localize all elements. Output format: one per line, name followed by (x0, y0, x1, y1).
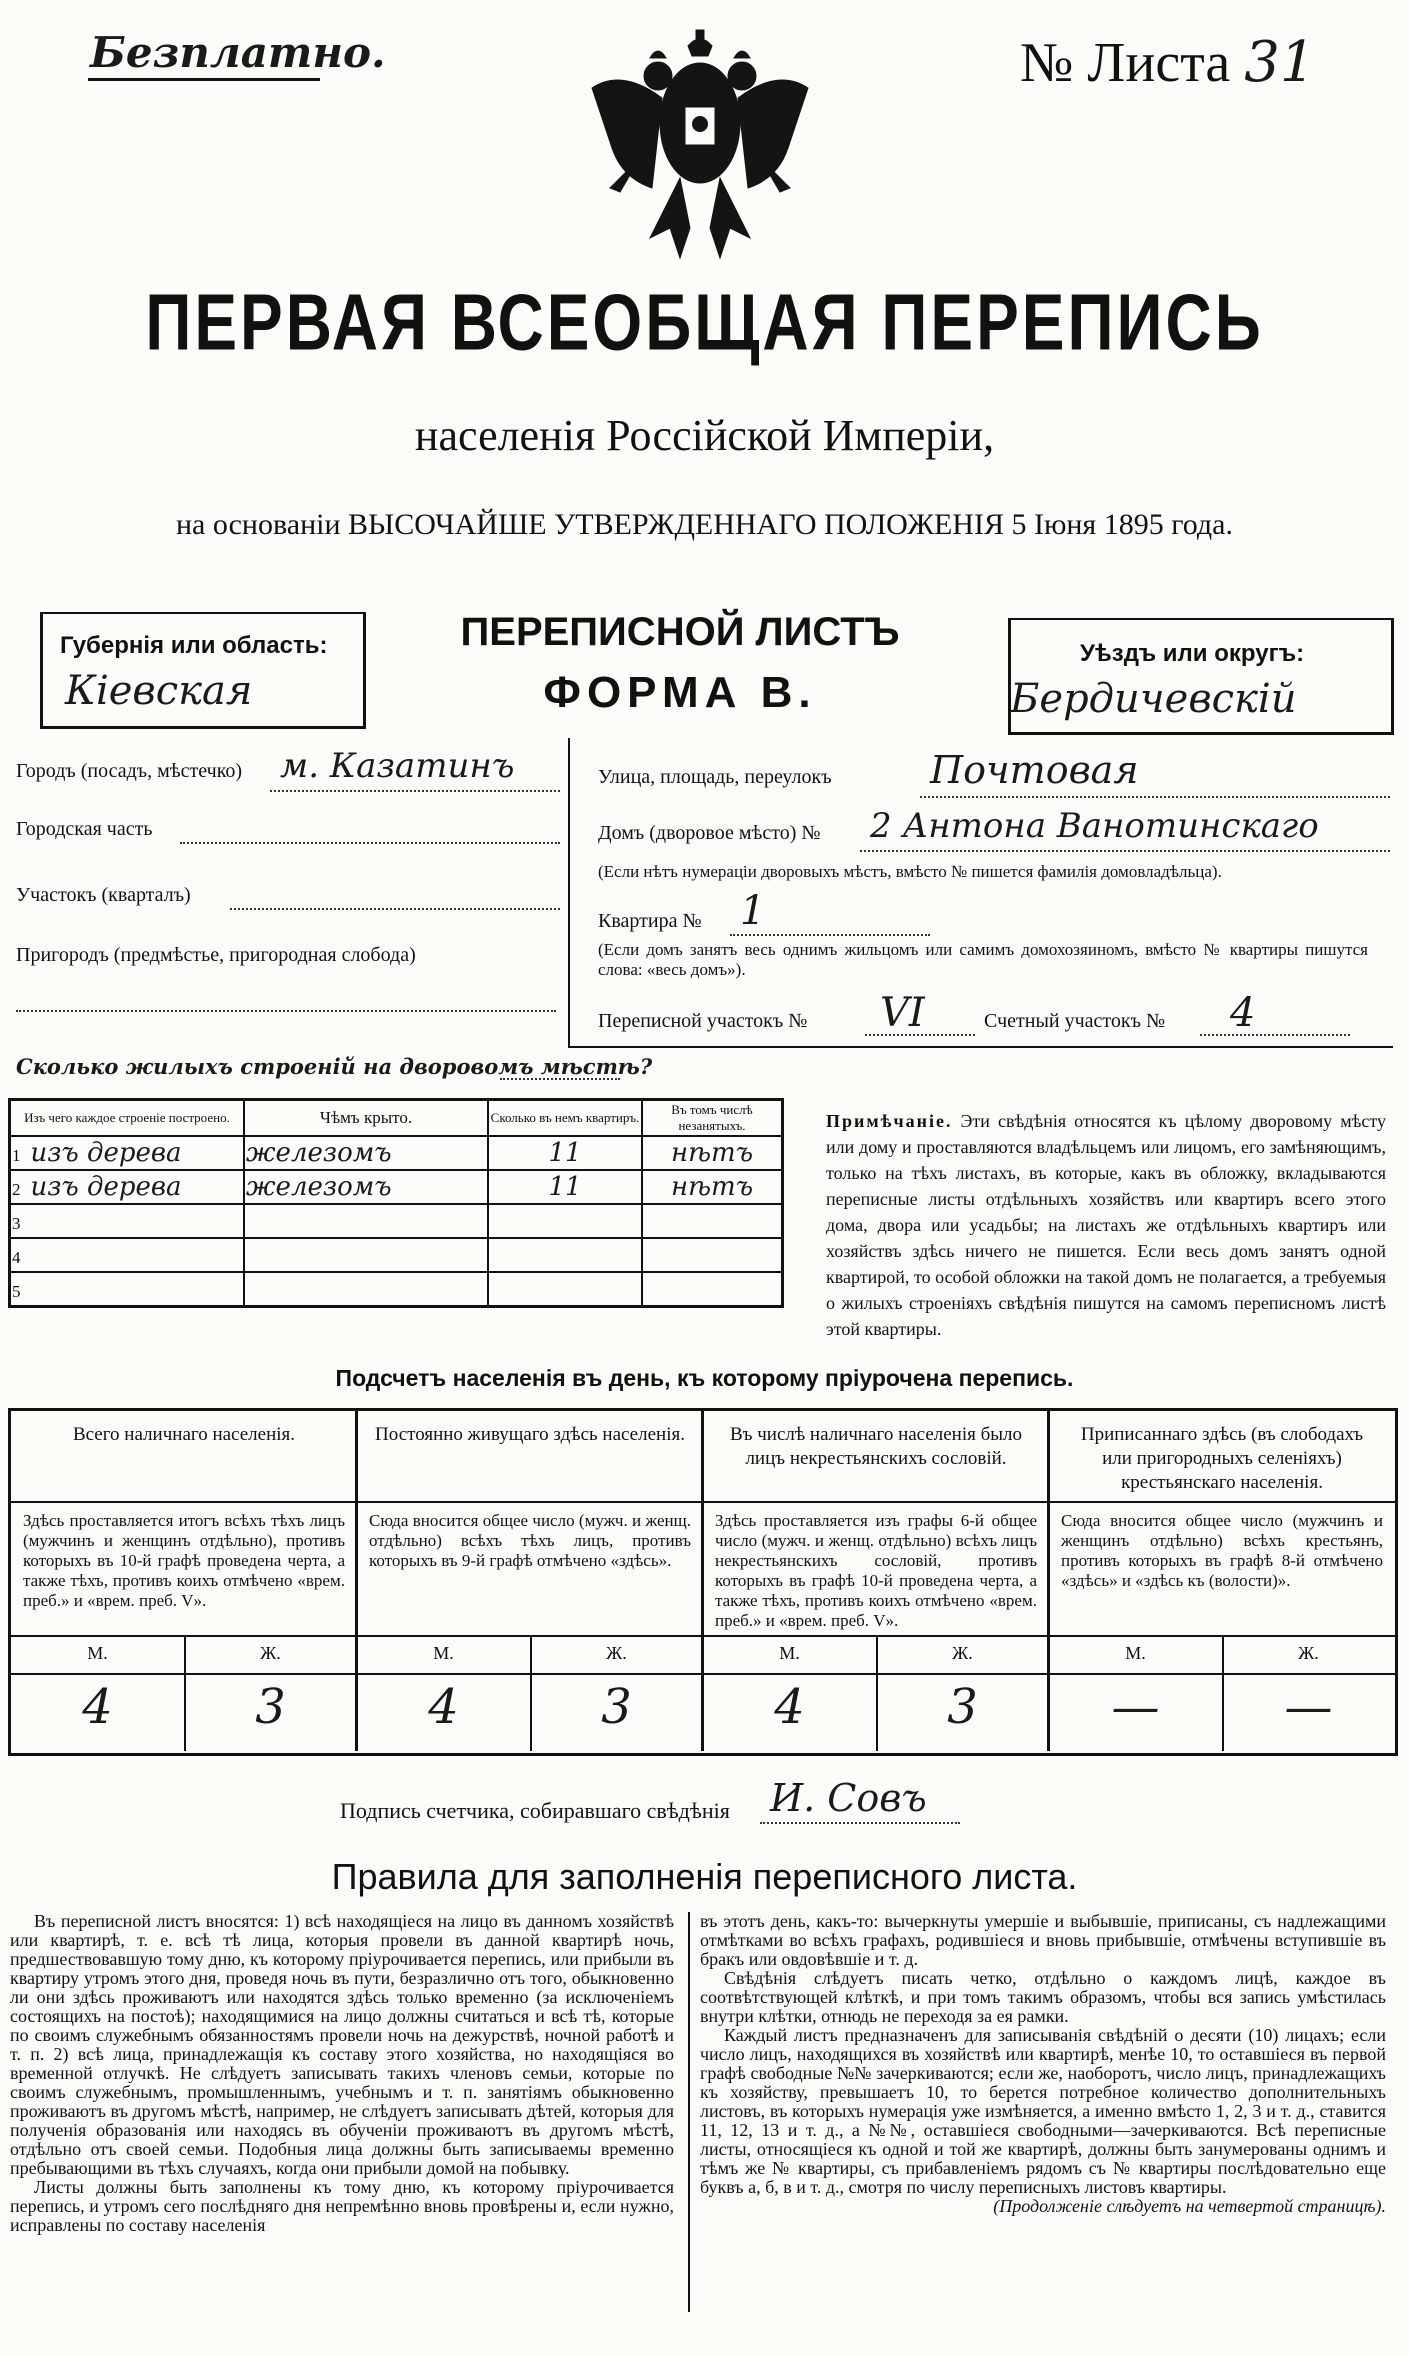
count-female-value[interactable]: 3 (255, 1679, 286, 1735)
buildings-cell-free[interactable] (642, 1170, 783, 1204)
buildings-cell-apts[interactable] (488, 1238, 642, 1272)
city-part-label: Городская часть (16, 818, 153, 840)
buildings-question: Сколько жилыхъ строеній на дворовомъ мѣстѣ? (16, 1054, 653, 1079)
count-male-label: М. (1125, 1643, 1146, 1663)
sheet-number-value: 31 (1244, 30, 1316, 95)
buildings-cell-roof-value: железомъ (246, 1172, 392, 1202)
street-line (920, 796, 1390, 798)
buildings-cell-material[interactable] (10, 1170, 245, 1204)
buildings-row-number: 2 (12, 1180, 21, 1199)
street-label: Улица, площадь, переулокъ (598, 766, 832, 788)
count-male-label: М. (779, 1643, 800, 1663)
buildings-cell-free-value: нѣтъ (670, 1138, 754, 1168)
count-col-head: Постоянно живущаго здѣсь населенія. (375, 1424, 685, 1445)
census-district-value[interactable]: VI (880, 990, 925, 1036)
buildings-row-number: 4 (12, 1248, 21, 1267)
house-note: (Если нѣтъ нумераціи дворовыхъ мѣстъ, вмѣсто № пишется фамилія домовладѣльца). (598, 862, 1222, 881)
uezd-label: Уѣздъ или округъ: (1080, 640, 1305, 667)
count-col-text: Здѣсь проставляется итогъ всѣхъ тѣхъ лицъ (мужчинъ и женщинъ отдѣльно), противъ которыхъ въ 10-й графѣ проведена черта, а также тѣхъ, противъ коихъ отмѣчено «врем. преб.» и «врем. преб. V». (23, 1511, 345, 1610)
buildings-row-number: 5 (12, 1282, 21, 1301)
count-col-head-line (703, 1501, 1049, 1503)
suburb-line (16, 1010, 556, 1012)
buildings-header-roof: Чѣмъ крыто. (244, 1100, 488, 1137)
buildings-header-material: Изъ чего каждое строеніе построено. (10, 1100, 245, 1137)
buildings-cell-material[interactable] (10, 1136, 245, 1170)
count-female-label: Ж. (260, 1643, 281, 1663)
count-col-head: Приписаннаго здѣсь (въ слободахъ или пригородныхъ селеніяхъ) крестьянскаго населенія. (1080, 1424, 1364, 1493)
count-col-text: Здѣсь проставляется изъ графы 6-й общее число (мужч. и женщ. отдѣльно) всѣхъ лицъ некрестьянскихъ сословій, противъ которыхъ въ графѣ 10-й проведена черта, а также тѣхъ, противъ коихъ отмѣчено «врем. преб.» и «врем. преб. V». (715, 1511, 1037, 1630)
count-male-value[interactable]: 4 (774, 1679, 805, 1735)
buildings-note-title: Примѣчаніе. (826, 1111, 953, 1131)
apartment-value[interactable]: 1 (740, 888, 766, 934)
buildings-cell-apts[interactable] (488, 1204, 642, 1238)
buildings-cell-apts[interactable] (488, 1272, 642, 1307)
buildings-cell-roof-value: железомъ (246, 1138, 392, 1168)
buildings-row (10, 1170, 783, 1204)
buildings-row (10, 1136, 783, 1170)
count-female-label: Ж. (1298, 1643, 1319, 1663)
buildings-cell-material-value: изъ дерева (30, 1172, 182, 1202)
buildings-cell-roof[interactable] (244, 1170, 488, 1204)
signature-label: Подпись счетчика, собиравшаго свѣдѣнія (340, 1798, 730, 1823)
count-col-head-line (11, 1501, 357, 1503)
suburb-label: Пригородъ (предмѣстье, пригородная слобода) (16, 944, 416, 966)
buildings-table (8, 1098, 784, 1308)
buildings-cell-free[interactable] (642, 1204, 783, 1238)
sheet-number (1020, 30, 1316, 95)
city-value[interactable]: м. Казатинъ (280, 746, 515, 786)
count-district-value[interactable]: 4 (1230, 990, 1256, 1036)
buildings-cell-material[interactable] (10, 1238, 245, 1272)
address-bottom (568, 1046, 1393, 1048)
buildings-note (826, 1108, 1386, 1342)
district-label: Участокъ (кварталъ) (16, 884, 191, 906)
apartment-label: Квартира № (598, 910, 702, 932)
rules-right-column (700, 1912, 1386, 2216)
gubernia-value[interactable]: Кіевская (65, 668, 253, 714)
rules-divider (688, 1912, 690, 2312)
district-line (230, 908, 560, 910)
sheet-title: ПЕРЕПИСНОЙ ЛИСТЪ (460, 610, 900, 654)
street-value[interactable]: Почтовая (930, 748, 1139, 792)
buildings-cell-material-value: изъ дерева (30, 1138, 182, 1168)
count-male-value[interactable]: 4 (82, 1679, 113, 1735)
house-line (860, 850, 1390, 852)
gubernia-label: Губернія или область: (60, 632, 328, 659)
signature-line (760, 1822, 960, 1824)
count-col-text: Сюда вносится общее число (мужч. и женщ. отдѣльно) всѣхъ тѣхъ лицъ, противъ которыхъ въ 9-й графѣ отмѣчено «здѣсь». (369, 1511, 691, 1570)
rules-right-p3: Каждый листъ предназначенъ для записыванія свѣдѣній о десяти (10) лицахъ; если число лицъ, находящихся въ хозяйствѣ или квартирѣ, менѣе 10, то оставшіеся въ первой графѣ свободные №№ зачеркиваются; если же, наоборотъ, число лицъ, принадлежащихъ къ хозяйству, превышаетъ 10, то берется потребное количество дополнительныхъ листовъ, въ которыхъ нумерація уже измѣняется, а именно вмѣсто 1, 2, 3 и т. д., ставится 11, 12, 13 и т. д., а №№, оставшіеся свободными—зачеркиваются. Всѣ переписные листы, относящіеся къ одной и той же квартирѣ, должны быть занумерованы однимъ и тѣмъ же № квартиры, съ прибавленіемъ рядомъ съ № квартиры послѣдовательно еще буквъ а, б, в и т. д., смотря по числу переписныхъ листовъ квартиры. (700, 2025, 1386, 2197)
count-male-label: М. (87, 1643, 108, 1663)
count-female-value[interactable]: — (1284, 1679, 1333, 1735)
apartment-note: (Если домъ занятъ весь однимъ жильцомъ или самимъ домохозяиномъ, вмѣсто № квартиры пишутся слова: «весь домъ»). (598, 940, 1368, 979)
buildings-cell-material[interactable] (10, 1272, 245, 1307)
buildings-cell-free[interactable] (642, 1238, 783, 1272)
buildings-cell-apts-value: 11 (548, 1138, 582, 1168)
buildings-cell-roof[interactable] (244, 1272, 488, 1307)
count-col-head: Въ числѣ наличнаго населенія было лицъ некрестьянскихъ сословій. (729, 1424, 1023, 1469)
rules-right-p1: въ этотъ день, какъ-то: вычеркнуты умершіе и выбывшіе, приписаны, съ надлежащими отмѣтками во всѣхъ графахъ, родившіеся и вновь прибывшіе, отмѣчены вступившіе въ бракъ или овдовѣвшіе и т. д. (700, 1911, 1386, 1969)
buildings-header-apts: Сколько въ немъ квартиръ. (488, 1100, 642, 1137)
rules-continued: (Продолженіе слѣдуетъ на четвертой страницѣ). (993, 2196, 1386, 2216)
city-line (270, 790, 560, 792)
city-part-line (180, 842, 560, 844)
count-female-label: Ж. (606, 1643, 627, 1663)
legal-basis: на основаніи ВЫСОЧАЙШЕ УТВЕРЖДЕННАГО ПОЛОЖЕНІЯ 5 Іюня 1895 года. (176, 508, 1233, 541)
buildings-cell-apts-value: 11 (548, 1172, 582, 1202)
buildings-question-line (500, 1078, 620, 1080)
city-label: Городъ (посадъ, мѣстечко) (16, 760, 243, 782)
apartment-line (730, 934, 930, 936)
count-title: Подсчетъ населенія въ день, къ которому пріурочена перепись. (335, 1365, 1074, 1391)
count-female-label: Ж. (952, 1643, 973, 1663)
count-col-head: Всего наличнаго населенія. (72, 1424, 296, 1445)
rules-left-p1: Въ переписной листъ вносятся: 1) всѣ находящіеся на лицо въ данномъ хозяйствѣ или квартирѣ, т. е. всѣ тѣ лица, которыя провели въ данной квартирѣ ночь, предшествовавшую тому дню, къ которому пріурочивается перепись, или прибыли въ квартиру утромъ этого дня, проведя ночь въ пути, безразлично отъ того, обыкновенно ли они здѣсь проживаютъ или находятся здѣсь только временно (за исключеніемъ состоящихъ на постоѣ); находящимися на лицо должны считаться и всѣ тѣ, которые по своимъ служебнымъ обязанностямъ провели ночь на дежурствѣ, ночной работѣ и т. п. 2) всѣ лица, принадлежащія къ составу этого хозяйства, но находящіяся во временной отлучкѣ. Не слѣдуетъ записывать такихъ членовъ семьи, которые по своимъ служебнымъ, промышленнымъ, учебнымъ и т. п. занятіямъ обыкновенно проживаютъ въ другомъ мѣстѣ, например, не слѣдуетъ записывать дѣтей, которыя для полученія образованія или находясь въ обученіи проживаютъ въ другомъ мѣстѣ, отдѣльно отъ своей семьи. Подобныя лица должны быть записываемы временно пребывающими въ тѣхъ случаяхъ, когда они прибыли домой на побывку. (10, 1911, 674, 2178)
free-label: Безплатно. (90, 28, 386, 77)
form-name: ФОРМА В. (543, 668, 817, 717)
rules-left-p2: Листы должны быть заполнены къ тому дню, къ которому пріурочивается перепись, и утромъ сего послѣдняго дня непремѣнно вновь провѣрены и, если нужно, исправлены по составу населенія (10, 2177, 674, 2235)
buildings-row (10, 1272, 783, 1307)
census-district-label: Переписной участокъ № (598, 1010, 808, 1032)
buildings-row (10, 1238, 783, 1272)
house-value[interactable]: 2 Антона Ванотинскаго (870, 806, 1319, 846)
buildings-row (10, 1204, 783, 1238)
count-male-value[interactable]: 4 (428, 1679, 459, 1735)
count-col-text: Сюда вносится общее число (мужчинъ и женщинъ отдѣльно) всѣхъ крестьянъ, противъ которыхъ въ графѣ 8-й отмѣчено «здѣсь» и «здѣсь къ (волости)». (1061, 1511, 1383, 1590)
buildings-cell-roof[interactable] (244, 1136, 488, 1170)
count-col-head-line (1049, 1501, 1395, 1503)
imperial-eagle-icon (580, 28, 820, 278)
sheet-number-label: № Листа (1020, 32, 1231, 94)
buildings-cell-roof[interactable] (244, 1204, 488, 1238)
buildings-cell-apts[interactable] (488, 1170, 642, 1204)
buildings-cell-apts[interactable] (488, 1136, 642, 1170)
buildings-header-free: Въ томъ числѣ незанятыхъ. (642, 1100, 783, 1137)
rules-title: Правила для заполненія переписного листа. (331, 1856, 1078, 1897)
count-male-label: М. (433, 1643, 454, 1663)
buildings-cell-roof[interactable] (244, 1238, 488, 1272)
count-district-line (1200, 1034, 1350, 1036)
buildings-cell-material[interactable] (10, 1204, 245, 1238)
page-title: ПЕРВАЯ ВСЕОБЩАЯ ПЕРЕПИСЬ (145, 277, 1264, 367)
buildings-header-row (10, 1100, 783, 1137)
count-col-head-line (357, 1501, 703, 1503)
address-divider (568, 738, 570, 1046)
count-female-value[interactable]: 3 (947, 1679, 978, 1735)
buildings-row-number: 1 (12, 1146, 21, 1165)
count-female-value[interactable]: 3 (601, 1679, 632, 1735)
buildings-note-text: Эти свѣдѣнія относятся къ цѣлому дворовому мѣсту или дому и проставляются владѣльцемъ или лицомъ, его замѣняющимъ, только на тѣхъ листахъ, въ которые, какъ въ обложку, вкладываются переписные листы отдѣльныхъ хозяйствъ или квартиръ всего этого дома, двора или усадьбы; на листахъ же отдѣльныхъ квартиръ или хозяйствъ здѣсь ничего не пишется. Если весь домъ занятъ одной квартирой, то особой обложки на такой домъ не полагается, а требуемыя о жилыхъ строеніяхъ свѣдѣнія пишутся на самомъ переписномъ листѣ этой квартиры. (826, 1111, 1386, 1339)
rules-right-p2: Свѣдѣнія слѣдуетъ писать четко, отдѣльно о каждомъ лицѣ, каждое въ соотвѣтствующей клѣткѣ, и при томъ такимъ образомъ, чтобы вся запись умѣстилась внутри клѣтки, отнюдь не переходя за ея рамки. (700, 1968, 1386, 2026)
buildings-cell-free[interactable] (642, 1136, 783, 1170)
house-label: Домъ (дворовое мѣсто) № (598, 822, 821, 844)
signature-value[interactable]: И. Совъ (770, 1776, 927, 1820)
free-underline (88, 78, 320, 81)
page-subtitle: населенія Россійской Имперіи, (414, 411, 995, 460)
uezd-value[interactable]: Бердичевскій (1010, 676, 1297, 722)
buildings-row-number: 3 (12, 1214, 21, 1233)
buildings-cell-free-value: нѣтъ (670, 1172, 754, 1202)
rules-left-column (10, 1912, 674, 2235)
census-district-line (865, 1034, 975, 1036)
count-district-label: Счетный участокъ № (984, 1010, 1166, 1032)
buildings-cell-free[interactable] (642, 1272, 783, 1307)
count-male-value[interactable]: — (1111, 1679, 1160, 1735)
